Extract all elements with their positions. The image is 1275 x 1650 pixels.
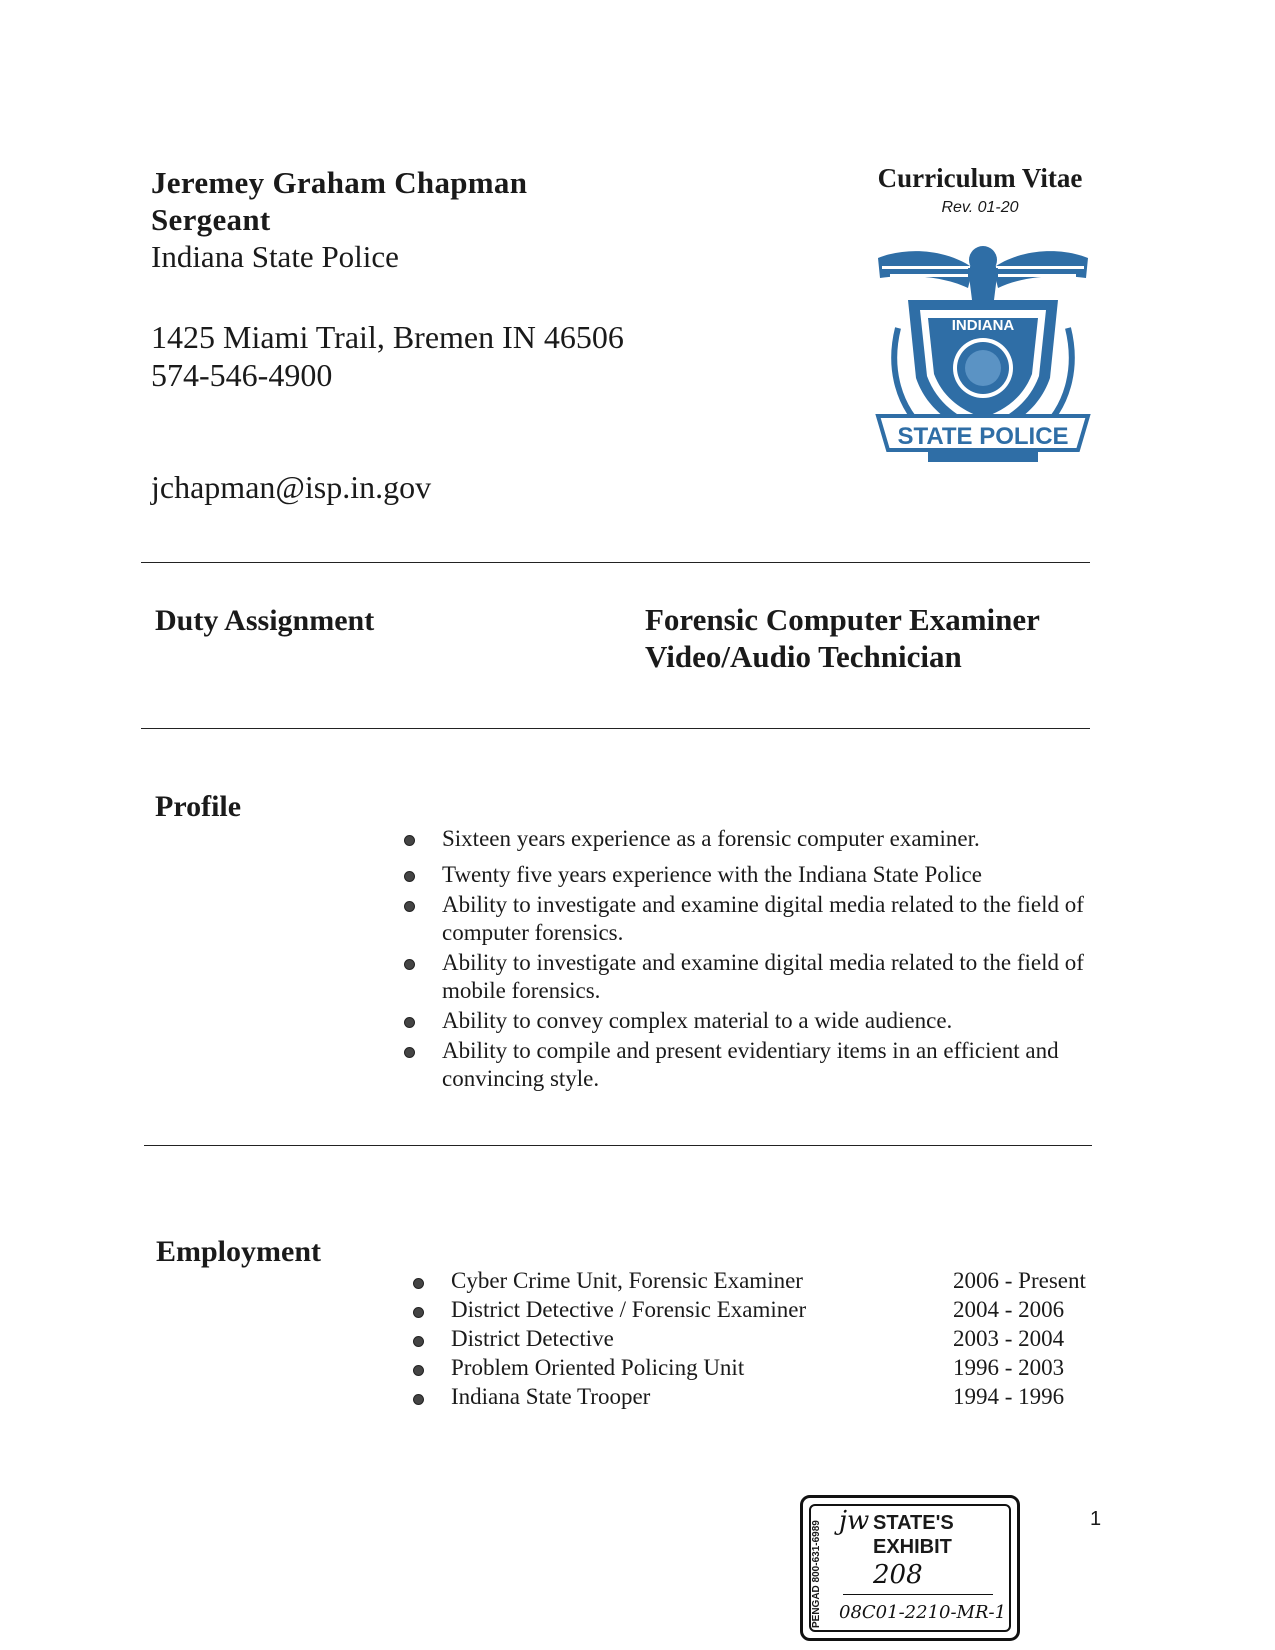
page-number: 1 bbox=[1090, 1508, 1102, 1530]
profile-item: Ability to compile and present evidentiary items in an efficient and convincing style. bbox=[404, 1037, 1094, 1093]
stamp-underline bbox=[843, 1594, 993, 1595]
bullet-icon bbox=[404, 835, 415, 846]
stamp-line-1: STATE'S bbox=[873, 1512, 954, 1534]
bullet-icon bbox=[404, 1047, 415, 1058]
cv-revision: Rev. 01-20 bbox=[941, 199, 1019, 216]
duty-line-1: Forensic Computer Examiner bbox=[645, 602, 1040, 637]
state-police-logo bbox=[868, 238, 1098, 488]
profile-item: Ability to investigate and examine digital media related to the field of computer forensics. bbox=[404, 891, 1094, 947]
bullet-icon bbox=[404, 959, 415, 970]
profile-heading: Profile bbox=[155, 790, 242, 823]
stamp-side-text: PENGAD 800-631-6989 bbox=[811, 1520, 822, 1628]
cv-title: Curriculum Vitae bbox=[877, 163, 1083, 193]
profile-item: Twenty five years experience with the Indiana State Police bbox=[404, 861, 1094, 889]
profile-list bbox=[404, 825, 1094, 1093]
employment-row: Cyber Crime Unit, Forensic Examiner 2006 - Present bbox=[413, 1268, 1113, 1298]
bullet-icon bbox=[404, 901, 415, 912]
profile-item: Sixteen years experience as a forensic computer examiner. bbox=[404, 825, 1094, 853]
employment-row: District Detective / Forensic Examiner 2004 - 2006 bbox=[413, 1297, 1113, 1327]
stamp-exhibit-number: 208 bbox=[873, 1560, 923, 1590]
employment-heading: Employment bbox=[156, 1235, 321, 1268]
stamp-initials: jw bbox=[839, 1506, 870, 1536]
phone-number: 574-546-4900 bbox=[151, 357, 333, 393]
divider bbox=[141, 728, 1090, 729]
logo-top-text: INDIANA bbox=[951, 317, 1015, 334]
person-rank: Sergeant bbox=[151, 202, 271, 237]
profile-item: Ability to investigate and examine digital media related to the field of mobile forensics. bbox=[404, 949, 1094, 1005]
profile-item: Ability to convey complex material to a wide audience. bbox=[404, 1007, 1094, 1035]
person-name: Jeremey Graham Chapman bbox=[151, 165, 528, 200]
duty-line-2: Video/Audio Technician bbox=[645, 639, 962, 674]
stamp-case-number: 08C01-2210-MR-1 bbox=[839, 1602, 1007, 1623]
bullet-icon bbox=[404, 871, 415, 882]
duty-heading: Duty Assignment bbox=[155, 604, 375, 637]
divider bbox=[144, 1145, 1092, 1146]
logo-banner-text: STATE POLICE bbox=[897, 423, 1069, 450]
employment-row: Indiana State Trooper 1994 - 1996 bbox=[413, 1384, 1113, 1414]
address: 1425 Miami Trail, Bremen IN 46506 bbox=[151, 319, 624, 355]
badge-icon bbox=[868, 238, 1098, 488]
exhibit-stamp bbox=[800, 1495, 1020, 1641]
bullet-icon bbox=[404, 1017, 415, 1028]
bullet-icon bbox=[413, 1365, 424, 1376]
bullet-icon bbox=[413, 1307, 424, 1318]
stamp-line-2: EXHIBIT bbox=[873, 1536, 952, 1558]
bullet-icon bbox=[413, 1394, 424, 1405]
bullet-icon bbox=[413, 1336, 424, 1347]
employment-row: Problem Oriented Policing Unit 1996 - 2003 bbox=[413, 1355, 1113, 1385]
email-address: jchapman@isp.in.gov bbox=[151, 469, 432, 505]
divider bbox=[141, 562, 1090, 563]
bullet-icon bbox=[413, 1278, 424, 1289]
employment-row: District Detective 2003 - 2004 bbox=[413, 1326, 1113, 1356]
agency-name: Indiana State Police bbox=[151, 239, 399, 274]
